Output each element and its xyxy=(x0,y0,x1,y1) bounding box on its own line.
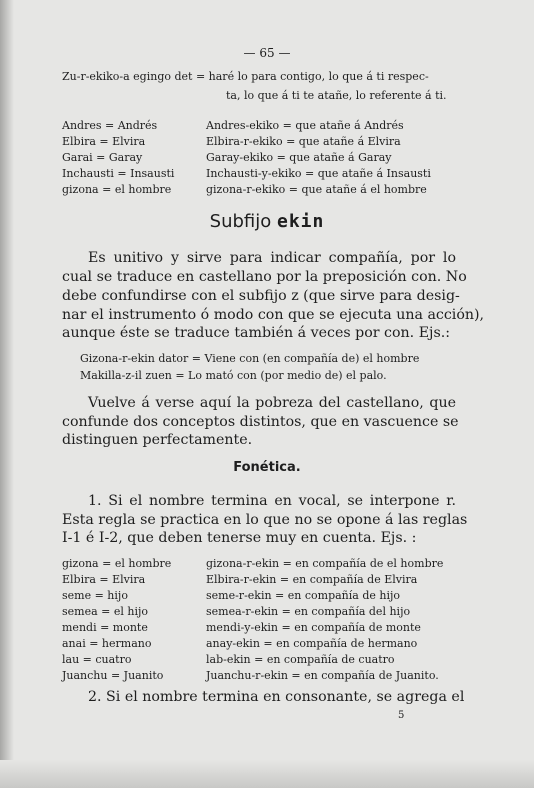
paragraph1-last-line: aunque éste se traduce también á veces por con. Ejs.: xyxy=(62,325,451,341)
table1-left: Garai = Garay xyxy=(62,151,143,164)
paragraph1-line: cual se traduce en castellano por la preposición con. No xyxy=(62,269,467,285)
table2-left: Juanchu = Juanito xyxy=(62,669,164,682)
table1-right: Garay-ekiko = que atañe á Garay xyxy=(206,151,392,164)
paragraph2-line: Vuelve á verse aquí la pobreza del castellano, que xyxy=(88,395,456,411)
table1-left: Inchausti = Insausti xyxy=(62,167,175,180)
paragraph2-last-line: distinguen perfectamente. xyxy=(62,432,253,448)
example-line: Gizona-r-ekin dator = Viene con (en compañía de) el hombre xyxy=(80,352,420,365)
table2-left: mendi = monte xyxy=(62,621,148,634)
rule1-last-line: I-1 é I-2, que deben tenerse muy en cuenta. Ejs. : xyxy=(62,530,417,546)
table1-right: Andres-ekiko = que atañe á Andrés xyxy=(206,119,404,132)
paragraph1-line: debe confundirse con el subfijo z (que sirve para desig- xyxy=(62,288,460,304)
table2-left: anai = hermano xyxy=(62,637,152,650)
page-bottom-shadow xyxy=(0,760,534,788)
page-left-shadow xyxy=(0,0,14,788)
subheading: Fonética. xyxy=(233,460,301,475)
table2-left: lau = cuatro xyxy=(62,653,132,666)
signature-mark: 5 xyxy=(398,710,405,721)
table1-left: gizona = el hombre xyxy=(62,183,172,196)
section-title-prefix: Subfijo xyxy=(209,211,272,232)
table1-right: gizona-r-ekiko = que atañe á el hombre xyxy=(206,183,427,196)
table2-right: gizona-r-ekin = en compañía de el hombre xyxy=(206,557,444,570)
rule1-line: Esta regla se practica en lo que no se opone á las reglas xyxy=(62,512,468,528)
paragraph1-line: nar el instrumento ó modo con que se ejecuta una acción), xyxy=(62,307,485,323)
table1-left: Andres = Andrés xyxy=(62,119,158,132)
table2-right: lab-ekin = en compañía de cuatro xyxy=(206,653,395,666)
table2-left: Elbira = Elvira xyxy=(62,573,146,586)
intro-line-2: ta, lo que á ti te atañe, lo referente á ti. xyxy=(226,89,447,102)
intro-line-1: Zu-r-ekiko-a egingo det = haré lo para contigo, lo que á ti respec- xyxy=(62,70,429,83)
table2-right: seme-r-ekin = en compañía de hijo xyxy=(206,589,401,602)
rule2-line: 2. Si el nombre termina en consonante, se agrega el xyxy=(88,689,465,705)
section-title xyxy=(0,211,534,232)
table1-left: Elbira = Elvira xyxy=(62,135,146,148)
table1-right: Inchausti-y-ekiko = que atañe á Insausti xyxy=(206,167,431,180)
page-number: — 65 — xyxy=(243,46,291,60)
table2-right: semea-r-ekin = en compañía del hijo xyxy=(206,605,411,618)
paragraph1-line: Es unitivo y sirve para indicar compañía, por lo xyxy=(88,250,456,266)
example-line: Makilla-z-il zuen = Lo mató con (por medio de) el palo. xyxy=(80,369,387,382)
section-title-term: ekin xyxy=(277,211,325,232)
table1-right: Elbira-r-ekiko = que atañe á Elvira xyxy=(206,135,401,148)
rule1-line: 1. Si el nombre termina en vocal, se interpone r. xyxy=(88,493,456,509)
table2-right: Juanchu-r-ekin = en compañía de Juanito. xyxy=(206,669,439,682)
table2-right: mendi-y-ekin = en compañía de monte xyxy=(206,621,421,634)
table2-left: gizona = el hombre xyxy=(62,557,172,570)
paragraph2-line: confunde dos conceptos distintos, que en vascuence se xyxy=(62,414,459,430)
table2-right: anay-ekin = en compañía de hermano xyxy=(206,637,418,650)
table2-right: Elbira-r-ekin = en compañía de Elvira xyxy=(206,573,418,586)
table2-left: semea = el hijo xyxy=(62,605,149,618)
table2-left: seme = hijo xyxy=(62,589,128,602)
